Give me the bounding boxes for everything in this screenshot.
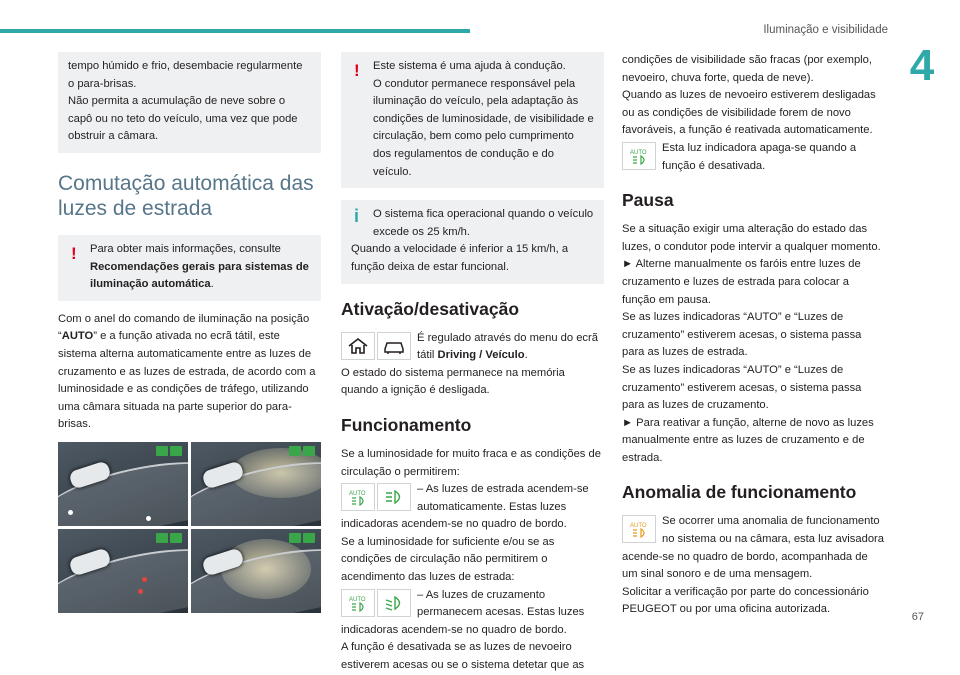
visibility-continuation: condições de visibilidade são fracas (por exemplo, nevoeiro, chuva forte, queda de neve). Quando as luzes de nevoeiro estiverem desligadas ou as condições de visibilidade forem de novo favoráveis, a função é reativada automaticamente. xyxy=(622,54,876,137)
header-accent-bar xyxy=(0,29,470,33)
icon-group-auto-off xyxy=(622,142,656,170)
operation-low-beam-text: – As luzes de cruzamento permanecem acesas. Estas luzes indicadoras acendem-se no quadro de bordo. xyxy=(341,588,585,636)
info-speed-line1: O sistema fica operacional quando o veículo excede os 25 km/h. xyxy=(373,208,594,238)
warning-text: Para obter mais informações, consulte Recomendações gerais para sistemas de iluminação automática. xyxy=(90,242,309,291)
page-header-title: Iluminação e visibilidade xyxy=(763,24,888,36)
operation-high-beam-text: – As luzes de estrada acendem-se automaticamente. Estas luzes indicadoras acendem-se no quadro de bordo. xyxy=(341,483,589,531)
auto-lamp-warning-icon xyxy=(622,515,656,543)
info-icon: i xyxy=(354,206,360,227)
heading-activation: Ativação/desativação xyxy=(341,298,520,319)
chapter-number: 4 xyxy=(909,41,935,90)
svg-text:AUTO: AUTO xyxy=(630,149,647,156)
car-icon xyxy=(377,332,411,360)
low-beam-icon xyxy=(377,589,411,617)
icon-group-auto-high xyxy=(341,483,411,511)
operation-fog-text: A função é desativada se as luzes de nevoeiro estiverem acesas ou se o sistema detetar que as xyxy=(341,641,585,672)
column-3 xyxy=(622,52,885,619)
operation-intro: Se a luminosidade for muito fraca e as condições de circulação o permitirem: xyxy=(341,447,601,478)
illustration-grid xyxy=(58,442,321,613)
illustration-high-beam-empty-road xyxy=(58,442,188,526)
activation-memory-text: O estado do sistema permanece na memória quando a ignição é desligada. xyxy=(341,366,565,397)
svg-text:AUTO: AUTO xyxy=(349,596,366,603)
column-1 xyxy=(58,52,321,613)
icon-group-fault xyxy=(622,515,656,543)
warning-box xyxy=(58,235,321,301)
pause-text-5: ► Para reativar a função, alterne de novo as luzes manualmente entre as luzes de cruzamento e de estrada. xyxy=(622,416,874,464)
high-beam-icon xyxy=(377,483,411,511)
pause-text-1: Se a situação exigir uma alteração do estado das luzes, o condutor pode intervir a qualquer momento. xyxy=(622,223,881,253)
indicator-off-text: Esta luz indicadora apaga-se quando a função é desativada. xyxy=(662,141,857,172)
info-box-speed xyxy=(341,200,604,283)
warning-responsibility-text: Este sistema é uma ajuda à condução. O condutor permanece responsável pela iluminação do veículo, pela adaptação às condições de luminosidade, de visibilidade e circulação, bem como pelo cumprimento dos regulamentos de condução e do veículo. xyxy=(373,60,594,178)
intro-paragraph: Com o anel do comando de iluminação na posição “AUTO” e a função ativada no ecrã tátil, este sistema alterna automaticamente entre as luzes de cruzamento e as luzes de estrada, de acordo com a luminosidade e as condições de tráfego, utilizando uma câmara situada na parte superior do para-brisas. xyxy=(58,312,316,431)
illustration-low-beam-on xyxy=(191,529,321,613)
heading-operation: Funcionamento xyxy=(341,414,472,435)
fault-text-2: Solicitar a verificação por parte do concessionário PEUGEOT ou por uma oficina autorizada. xyxy=(622,585,869,616)
column-2 xyxy=(341,52,604,675)
section-heading-auto-high-beam: Comutação automática das luzes de estrada xyxy=(58,171,314,220)
svg-text:AUTO: AUTO xyxy=(630,523,647,530)
page-number: 67 xyxy=(911,611,924,623)
warning-icon: ! xyxy=(71,243,77,263)
activation-text: É regulado através do menu do ecrã tátil Driving / Veículo. xyxy=(417,331,598,362)
fault-text-1: Se ocorrer uma anomalia de funcionamento no sistema ou na câmara, esta luz avisadora acende-se no quadro de bordo, acompanhada de um sinal sonoro e de uma mensagem. xyxy=(622,515,885,581)
svg-text:AUTO: AUTO xyxy=(349,491,366,498)
illustration-oncoming-vehicle xyxy=(58,529,188,613)
info-speed-line2: Quando a velocidade é inferior a 15 km/h, a função deixa de estar funcional. xyxy=(351,243,569,273)
operation-intro-2: Se a luminosidade for suficiente e/ou se as condições de circulação não permitirem o acendimento das luzes de estrada: xyxy=(341,535,555,584)
note-box-top xyxy=(58,52,321,153)
note-text: tempo húmido e frio, desembacie regularmente o para-brisas. Não permita a acumulação de neve sobre o capô ou no teto do veículo, uma vez que pode obstruir a câmara. xyxy=(68,60,303,143)
pause-text-4: Se as luzes indicadoras “AUTO” e “Luzes de cruzamento” estiverem acesas, o sistema passa para as luzes de cruzamento. xyxy=(622,363,862,412)
heading-pause: Pausa xyxy=(622,190,674,211)
auto-lamp-icon xyxy=(622,142,656,170)
icon-group-auto-low xyxy=(341,589,411,617)
icon-group-home-car xyxy=(341,332,411,360)
warning-icon: ! xyxy=(354,61,360,80)
heading-fault: Anomalia de funcionamento xyxy=(622,482,857,503)
illustration-high-beam-on xyxy=(191,442,321,526)
home-icon xyxy=(341,332,375,360)
pause-text-2: ► Alterne manualmente os faróis entre luzes de cruzamento e luzes de estrada para colocar a função em pausa. xyxy=(622,258,861,306)
warning-box-responsibility xyxy=(341,52,604,188)
auto-lamp-icon xyxy=(341,589,375,617)
pause-text-3: Se as luzes indicadoras “AUTO” e “Luzes de cruzamento” estiverem acesas, o sistema passa para as luzes de estrada. xyxy=(622,311,862,359)
auto-lamp-icon xyxy=(341,483,375,511)
